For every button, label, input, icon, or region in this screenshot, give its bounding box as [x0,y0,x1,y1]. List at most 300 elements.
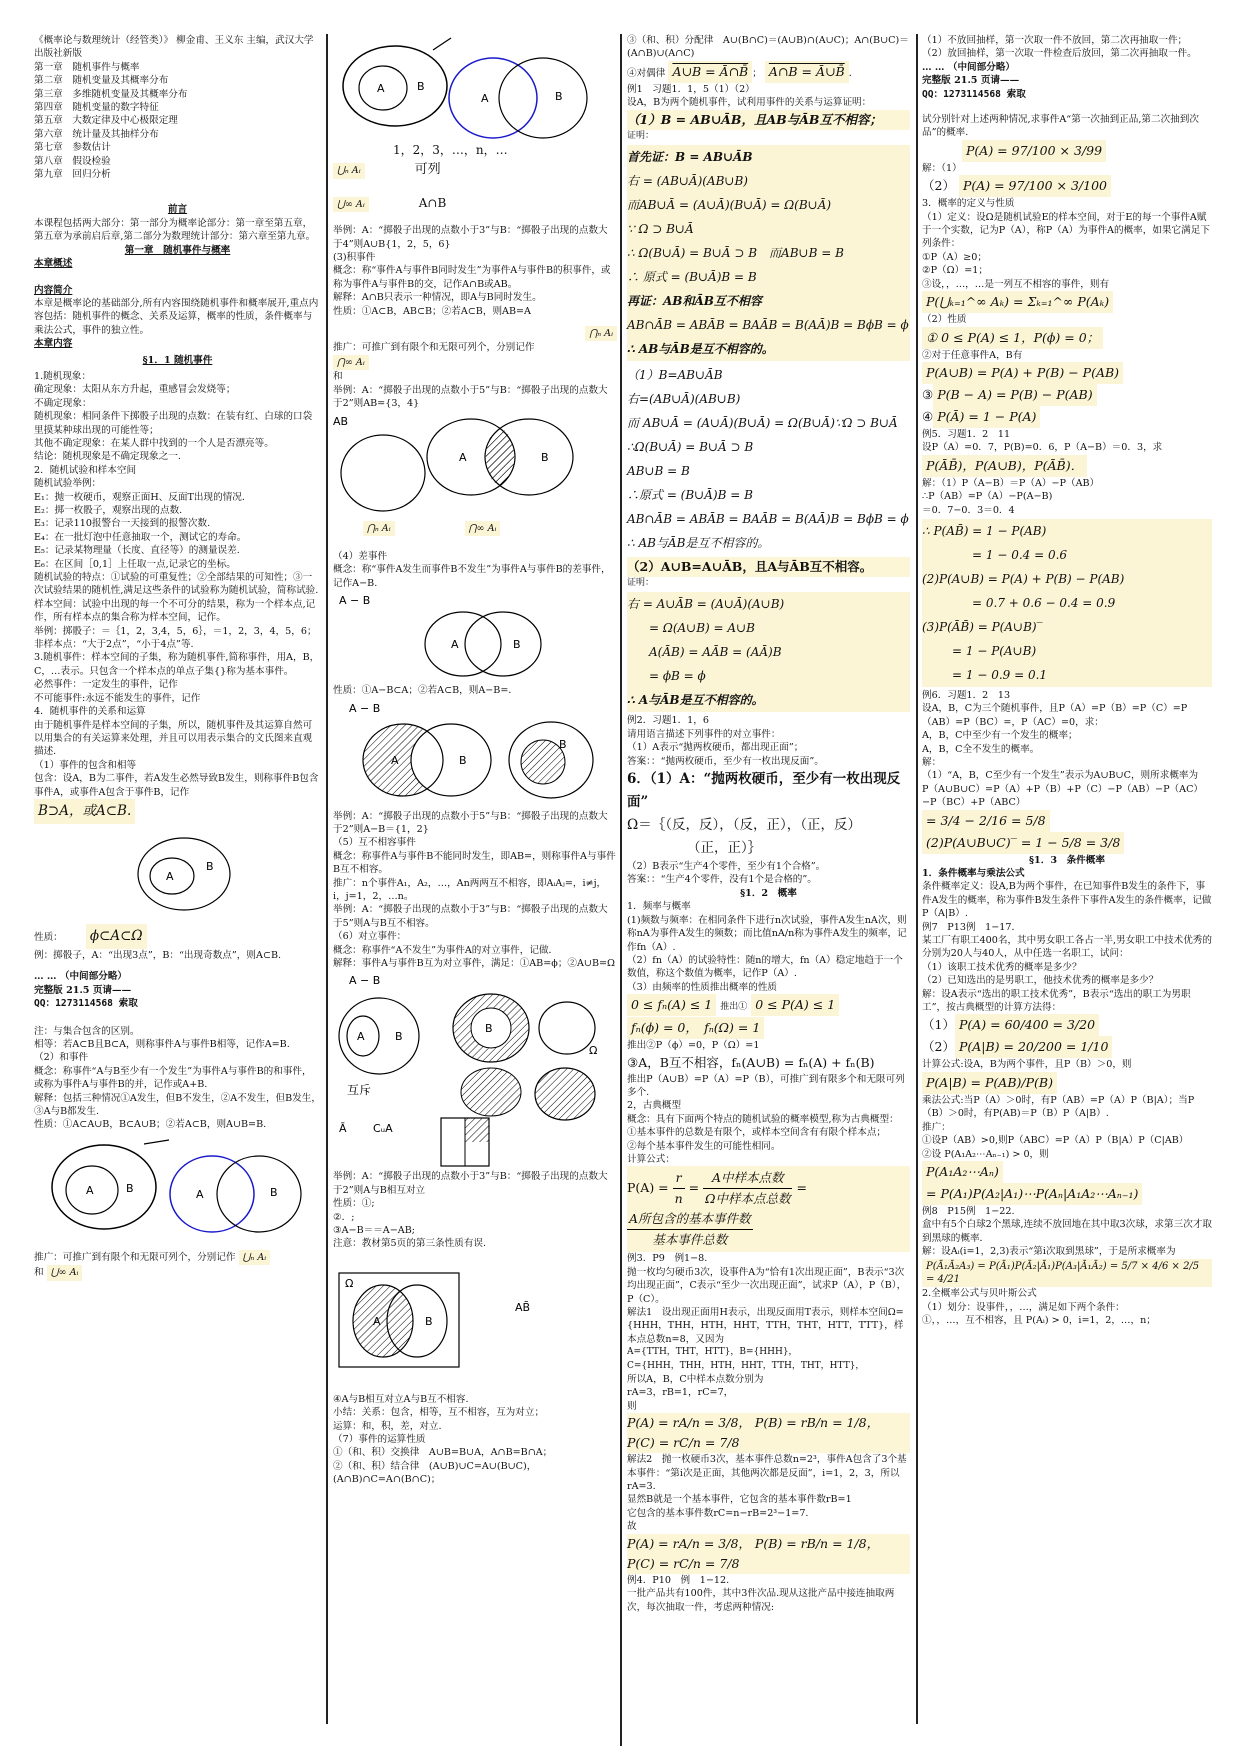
partition-text: （1）划分：设事件，，…，满足如下两个条件： [922,1301,1125,1313]
svg-text:A: A [357,1030,365,1044]
text-line: 样本空间：试验中出现的每一个不可分的结果，称为一个样本点,记作，所有样本点的集合称为样本空间，记作。 [34,598,316,624]
svg-text:B: B [417,80,425,93]
operations-heading: （7）事件的运算性质 [333,1434,426,1446]
text-line: E₂：掷一枚骰子，观察出现的点数. [34,505,183,516]
proof-block-1 [627,145,910,361]
big-union-symbol: ⋃ₙ Aᵢ [239,1250,271,1265]
full-version-note: 完整版 21.5 页请—— [922,75,1020,87]
frequency-bound: 0 ≤ fₙ(A) ≤ 1 [627,994,716,1016]
overview-heading: 本章概述 [34,258,73,270]
chain-rule-lhs: P(A₁A₂⋯Aₙ) [922,1161,1003,1183]
property-2: ②对于任意事件A，B有 [922,349,1023,361]
chapter-8: 第八章 假设检验 [34,155,111,167]
axiom-3: ③设，，…，…是一列互不相容的事件，则有 [922,278,1110,290]
multiplication-2: ②设 P(A₁A₂⋯Aₙ₋₁) > 0，则 [922,1148,1049,1160]
union-heading: （2）和事件 [34,1052,89,1064]
case-2: （2）放回抽样，第一次取一件检查后放回，第二次再抽取一件。 [922,48,1197,60]
chapter-5: 第五章 大数定律及中心极限定理 [34,115,178,127]
example-1-part-1: （1）B = AB∪ĀB，且AB与ĀB互不相容； [627,110,910,130]
math-line: = 1 − 0.9 = 0.1 [952,667,1048,682]
text-line: 包含：设A，B为二事件，若A发生必然导致B发生，则称事件B包含事件A，或事件A包含于事件B，记作 [34,773,319,798]
intersection-label: A∩B [418,195,447,210]
svg-text:B: B [513,638,521,652]
svg-text:A: A [459,450,467,464]
example-7-q2: （2）已知选出的是男职工，他技术优秀的概率是多少？ [922,975,1159,987]
svg-text:A: A [451,638,459,652]
proof-line: AB∩ĀB = ABĀB = BAĀB = B(AĀ)B = BϕB = ϕ [627,318,909,333]
text-line: E₁：抛一枚硬币，观察正面H、反面T出现的情况. [34,491,245,503]
example-text: 例：掷骰子，A：“出现3点”，B：“出现奇数点”，则A⊂B. [34,949,282,961]
text-line: 确定现象：太阳从东方升起，重感冒会发烧等； [34,384,236,396]
conditional-heading: 1．条件概率与乘法公式 [922,868,1025,879]
formula-numerator: r [673,1168,685,1189]
example-2: 例2．习题1．1，6 [627,715,709,727]
svg-text:B: B [270,1185,278,1199]
proof-line: ∵ Ω ⊃ B∪Ā [627,222,694,237]
svg-text:B: B [126,1181,134,1195]
proof-line: AB∩ĀB = ABĀB = BAĀB = B(AĀ)B = BϕB = ϕ [627,512,909,527]
example-6-result: = 3/4 − 2/16 = 5/8 [922,810,1050,832]
proof-line: ∴ AB与ĀB是互不相容的。 [627,342,774,357]
intersection-inf-symbol: ⋂∞ Aᵢ [333,355,369,370]
inclusion-formula: B⊃A，或A⊂B. [34,799,135,824]
chapter-3: 第三章 多维随机变量及其概率分布 [34,88,188,100]
probabilities-row [627,1413,910,1453]
opposite-heading: （6）对立事件： [333,931,407,943]
example-6-q1: A，B，C中至少有一个发生的概率； [922,730,1078,742]
text-line: E₅：记录某物理量（长度、直径等）的测量误差. [34,545,240,557]
svg-text:A: A [481,92,489,105]
a-minus-b-label: A − B [349,701,381,715]
countable-additivity: P(⋃ₖ₌₁^∞ Aₖ) = Σₖ₌₁^∞ P(Aₖ) [922,291,1113,313]
venn-complement-diagram [333,1251,617,1371]
proof-line: A(ĀB) = AĀB = (AĀ)B [649,645,782,660]
axiom-1: ①P（A）≥0； [922,251,987,263]
opposite-prop-2: ②．; [333,1211,355,1223]
mutex-heading: （5）互不相容事件 [333,837,416,849]
text-line: 其他不确定现象：在某人群中找到的一个人是否漂亮等。 [34,437,274,449]
full-version-note: 完整版 21.5 页请—— [34,984,132,996]
opposite-note: 注意：教材第5页的第三条性质有误. [333,1238,487,1250]
example-2-answer-1: 答案：：“抛两枚硬币，至少有一枚出现反面”。 [627,755,824,767]
union-inf-symbol: ⋃∞ Aᵢ [333,197,369,212]
equal-text: 相等：若A⊂B且B⊂A，则称事件A与事件B相等，记作A=B. [34,1038,290,1050]
case-1: （1）不放回抽样，第一次取一件不放回，第二次再抽取一件； [922,35,1188,46]
omega-set: Ω＝｛（反，反），（反，正），（正，反） [627,817,861,834]
p-a: P(A) = rA/n = 3/8， [627,1535,751,1551]
prob-case-1: P(A) = 97/100 × 3/99 [962,140,1106,162]
implies-text: 推出②P（ϕ）=0，P（Ω）=1 [627,1040,760,1052]
text-line: 不可能事件:永远不能发生的事件，记作 [34,692,201,704]
example-7-formula-2: P(A|B) = 20/200 = 1/10 [955,1036,1112,1058]
diff-property: 性质：①A−B⊂A；②若A⊂B，则A−B=． [333,685,518,697]
multiplication-extend: 推广： [922,1121,951,1133]
mutex-label: 互斥 [347,1083,372,1098]
probability-additivity: 推出P（A∪B）=P（A）=P（B），可推广到有限多个和无限可列多个. [627,1073,905,1098]
and-text: 和 [333,371,343,383]
column-2 [333,34,617,1487]
qq-contact: QQ：1273114568 索取 [34,998,138,1010]
venn-opposite-diagram [333,970,617,1170]
column-divider [620,34,622,1746]
text-line: 不确定现象： [34,397,92,409]
intersection-n-symbol-2: ⋂ₙ Aᵢ [363,521,395,536]
omitted-note: … … （中间部分略） [922,61,1016,73]
classic-formula: P(A) = $\frac{r}{n}$ = $\frac{\text{A中样本点数}}{\text{Ω中样本点总数}}$ = $\frac{\text{A所包含的基本事件数}}{\text{基本事件总数}}$ [627,1166,910,1252]
dual-law-2: A∩B = Ā∪B̄ [765,61,849,83]
venn-difference-diagram [333,590,617,680]
qq-contact: QQ：1273114568 索取 [922,88,1026,100]
proof-line: = ϕB = ϕ [649,669,706,684]
formula-lhs: P(A) = [627,1180,669,1196]
text-line: E₄：在一批灯泡中任意抽取一个，测试它的寿命。 [34,531,247,543]
example-difference: 举例：A：“掷骰子出现的点数小于5”与B：“掷骰子出现的点数大于2”则A−B＝{1，2} [333,810,608,835]
example-7-label-2: （2） [922,1039,955,1055]
diff-heading: （4）差事件 [333,550,388,562]
text-line: E₆：在区间［0,1］上任取一点,记录它的坐标。 [34,558,236,570]
text-line: 3.随机事件：样本空间的子集，称为随机事件,简称事件，用A，B，C，…表示。只包含一个样本点的单点子集{}称为基本事件。 [34,652,320,677]
associative-law: ②（和、积）结合律 (A∪B)∪C=A∪(B∪C)，(A∩B)∩C=A∩(B∩C)； [333,1460,537,1486]
union-n-symbol: ⋃ₙ Aᵢ [333,163,365,178]
section-1-1-heading: §1．1 随机事件 [142,354,213,366]
intro-text: 本章是概率论的基础部分,所有内容围绕随机事件和概率展开,重点内容包括：随机事件的概念、关系及运算，概率的性质，条件概率与乘法公式，事件的独立性。 [34,297,319,336]
proof-block-2 [627,363,910,555]
diff-text: 概念：称“事件A发生而事件B不发生”为事件A与事件B的差事件，记作A−B. [333,564,611,589]
example-7-solution: 解：设A表示“选出的职工技术优秀”，B表示“选出的职工为男职工”，按古典概型的计算方法得： [922,988,1191,1014]
example-opposite: 举例：A：“掷骰子出现的点数小于3”与B：“掷骰子出现的点数大于2”则A与B相互对立 [333,1171,608,1196]
complement-label: CᵤA [373,1122,393,1136]
example-6-solution-1: （1）“A，B，C至少有一个发生”表示为A∪B∪C，则所求概率为 [922,770,1199,782]
example-4-question-2: 试分别针对上述两种情况,求事件A“第一次抽到正品,第二次抽到次品”的概率. [922,114,1199,139]
chapter-1: 第一章 随机事件与概率 [34,61,140,73]
proof-label: 证明： [627,130,655,141]
chapter-4: 第四章 随机变量的数字特征 [34,102,159,114]
frequency-additivity: ③A，B互不相容，fₙ(A∪B) = fₙ(A) + fₙ(B) [627,1054,875,1070]
intersection-inf-symbol-2: ⋂∞ Aᵢ [465,521,501,536]
implies-label: 推出① [720,1002,748,1013]
proof-line: ∴ A与ĀB是互不相容的。 [627,693,764,708]
dual-law-label: ④对偶律 [627,67,666,79]
partition-cond-1: ①，，…，互不相容，且 P(Aᵢ) > 0，i=1，2，…，n； [922,1315,1156,1327]
chapter-1-heading: 第一章 随机事件与概率 [124,244,231,256]
example-6-solution-2: P（A∪B∪C）=P（A）+P（B）+P（C）−P（AB）−P（AC）−P（BC）+P（ABC） [922,783,1204,809]
counts-text: 所以A，B，C中样本点数分别为 [627,1374,764,1386]
p-c: P(C) = rC/n = 7/8 [627,1555,740,1571]
section-1-1-lines [34,370,321,799]
proof-line: 右=(AB∪Ā)(AB∪B) [627,392,741,407]
and-text: 和 [34,1267,44,1279]
example-1-question: 设A，B为两个随机事件，试利用事件的关系与运算证明： [627,97,872,109]
example-5-question: 设P（A）=0．7，P(B)=0．6，P（A−B）＝0．3，求 [922,442,1163,454]
chain-rule-rhs: = P(A₁)P(A₂|A₁)⋯P(Aₙ|A₁A₂⋯Aₙ₋₁) [922,1183,1142,1205]
dual-law-1: A∪B = Ā∩B̄ [668,61,752,83]
omega-set-cont: （正，正）｝ [687,840,762,857]
example-1-part-2: （2）A∪B=A∪ĀB，且A与ĀB互不相容。 [627,557,910,577]
solution-2c: 它包含的基本事件数rC=n−rB=2³−1=7. [627,1507,809,1519]
example-7-label-1: （1） [922,1017,955,1033]
solution-label-2: （2） [922,178,955,194]
svg-text:B: B [555,90,563,103]
chapter-6: 第六章 统计量及其抽样分布 [34,128,159,140]
text-line: 必然事件：一定发生的事件，记作 [34,679,178,691]
example-5: 例5．习题1．2 11 [922,428,1011,440]
frequency-heading: 1．频率与概率 [627,901,691,913]
opposite-explain: 解释：事件A与事件B互为对立事件，满足：①AB=ϕ；②A∪B=Ω [333,958,616,969]
property-label: 性质： [34,931,63,943]
note-text: 注：与集合包含的区别。 [34,1025,140,1037]
summary-text: 小结：关系：包含，相等，互不相容，互为对立； [333,1407,545,1419]
text-line: 举例：掷骰子：＝｛1，2，3,4，5，6｝，＝1，2，3，4，5，6；非样本点：“大于2点”，“小于4点”等. [34,625,317,651]
svg-text:B: B [541,450,549,464]
conditional-formula-text: 计算公式:设A，B为两个事件，且P（B）＞0，则 [922,1059,1132,1071]
a-bar-label: Ā [339,1122,347,1136]
example-2-part-2: （2）B表示“生产4个零件，至少有1个合格”。 [627,861,826,873]
example-mutex: 举例：A：“掷骰子出现的点数小于3”与B：“掷骰子出现的点数大于5”则A与B互不相容。 [333,904,608,929]
math-line: (3)P(ĀB̄) = P(A∪B)‾ [922,619,1043,634]
mutex-extend: 推广：n个事件A₁，A₂，…，An两两互不相容，即AᵢAⱼ=，i≠j，i，j=1，2，…n。 [333,877,607,902]
proof-line: ∴ AB与ĀB是互不相容的。 [627,536,770,551]
column-1 [34,34,321,1281]
set-a: A={TTH，THT，HTT}，B={HHH}， [627,1347,798,1358]
proof-line: ∴Ω(B∪Ā) = B∪Ā ⊃ B [627,440,754,455]
union-explain: 解释：包括三种情况①A发生，但B不发生，②A不发生，但B发生，③A与B都发生. [34,1092,321,1117]
sequence-text: 1，2，3，…，n，… [393,143,508,157]
product-text: 概念：称“事件A与事件B同时发生”为事件A与事件B的积事件，或称为事件A与事件B的交，记作A∩B或AB。 [333,265,611,290]
mutex-text: 概念：称事件A与事件B不能同时发生，即AB=，则称事件A与事件B互不相容。 [333,850,616,876]
formula-label: 计算公式： [627,1153,675,1165]
example-6: 例6．习题1．2 13 [922,689,1011,701]
example-1: 例1 习题1．1，5（1）（2） [627,83,755,95]
product-heading: (3)积事件 [333,252,376,264]
conditional-formula: P(A|B) = P(AB)/P(B) [922,1072,1057,1094]
solution-2b: 显然B就是一个基本事件，它包含的基本事件数rB=1 [627,1494,852,1506]
text-line: 4．随机事件的关系和运算 [34,706,146,718]
text-line: 2．随机试验和样本空间 [34,464,137,476]
text-line: 随机试验举例： [34,478,102,490]
math-line: ∴ P(AB̄) = 1 − P(AB) [922,523,1047,538]
set-c: C={HHH，THH，HTH，HHT，TTH，THT，HTT}， [627,1360,865,1371]
difference-formula: P(B − A) = P(B) − P(AB) [933,384,1096,406]
venn-difference-diagram-2 [333,698,617,810]
probability-bound: 0 ≤ P(A) ≤ 1 [751,994,839,1016]
classic-cond-2: ②每个基本事件发生的可能性相同。 [627,1140,781,1152]
venn-union-diagram-2 [333,34,617,144]
example-6-heading: 6．（1）A：“抛两枚硬币，至少有一枚出现反面” [627,771,901,811]
venn-union-diagram [34,1132,321,1250]
svg-text:A: A [196,1187,204,1201]
svg-text:A: A [391,753,399,767]
p-c: P(C) = rC/n = 7/8 [627,1435,740,1451]
example-union: 举例：A：“掷骰子出现的点数小于3”与B：“掷骰子出现的点数大于4”则A∪B{1，2，5，6} [333,225,608,250]
ab-bar-label: AB̄ [515,1300,531,1314]
proof-line: 右 = (AB∪Ā)(AB∪B) [627,174,748,189]
example-3: 例3．P9 例1−8. [627,1253,708,1265]
definition-text: （1）定义：设Ω是随机试验E的样本空间，对于E的每一个事件A赋于一个实数，记为P（A），称P（A）为事件A的概率，如果它满足下列条件： [922,211,1210,250]
omitted-note: … … （中间部分略） [34,971,128,983]
p-b: P(B) = rB/n = 1/8， [754,1535,880,1551]
proof-line: ∴ 原式 = (B∪Ā)B = B [627,270,757,285]
commutative-law: ①（和、积）交换律 A∪B=B∪A，A∩B=B∩A； [333,1447,553,1459]
example-4: 例4．P10 例 1−12. [627,1574,730,1586]
book-title: 《概率论与数理统计（经管类）》 柳金甫、王义东 主编，武汉大学出版社新版 [34,35,314,60]
example-8: 例8 P15例 1−22. [922,1205,1015,1217]
svg-text:A: A [166,869,174,883]
formula-denominator: n [674,1191,683,1207]
frequency-text-1: (1)频数与频率：在相同条件下进行n次试验，事件A发生nA次，则称nA为事件A发生的频数；而比值nA/n称为事件A发生的频率，记作fn（A）. [627,914,907,953]
example-6-q2: A，B，C全不发生的概率。 [922,743,1040,755]
venn-inclusion-diagram [34,824,321,924]
frequency-text-2: （2）fn（A）的试验特性：随n的增大，fn（A）稳定地趋于一个数值，称这个数值为概率，记作P（A）. [627,954,903,980]
svg-text:B: B [206,859,214,873]
intro-heading: 内容简介 [34,284,73,296]
then-text: 则 [627,1400,637,1412]
conditional-definition: 条件概率定义：设A,B为两个事件，在已知事件B发生的条件下，事件A发生的概率，称为事件B发生条件下事件A发生的条件概率，记做P（A|B）. [922,881,1212,920]
operations-text: 运算：和，积，差，对立. [333,1420,442,1432]
property-1: ① 0 ≤ P(A) ≤ 1，P(ϕ) = 0； [922,327,1103,349]
multiplication-1: ①设P（AB）>0,则P（ABC）=P（A）P（B|A）P（C|AB） [922,1135,1189,1147]
formula-numerator: A所包含的基本事件数 [627,1209,753,1230]
svg-text:B: B [425,1314,433,1328]
property-heading: （2）性质 [922,314,967,326]
preface-text: 本课程包括两大部分：第一部分为概率论部分：第一章至第五章，第五章为承前启后章,第二部分为数理统计部分：第六章至第九章。 [34,217,316,243]
a-minus-b-label: A − B [339,594,371,608]
example-product: 举例：A：“掷骰子出现的点数小于5”与B：“掷骰子出现的点数大于2”则AB={3，4} [333,384,608,410]
section-1-2-heading: §1．2 概率 [740,887,797,899]
text-line: E₃：记录110报警台一天接到的报警次数. [34,518,211,530]
column-3: ③（和、积）分配律 A∪(B∩C)＝(A∪B)∩(A∪C)；A∩(B∪C)＝(A∩B)∪(A∩C) ④对偶律 A∪B = Ā∩B̄ ； A∩B = Ā∪B̄ ． 例1 习题1．1，5（1）（2） 设A，B为两个随机事件，试利用事件的关系与运算证明： （1）B = AB∪ĀB，且AB与ĀB互不相容； 证明： 首先证：B = AB∪ĀB 右 = (AB∪Ā)(AB∪B) 而AB∪Ā = (A∪Ā)(B∪Ā) = Ω(B∪Ā) ∵ Ω ⊃ B∪Ā ∴ Ω(B∪Ā) = B∪Ā ⊃ B 而AB∪B = B ∴ 原式 = (B∪Ā)B = B 再证：AB和ĀB互不相容 AB∩ĀB = ABĀB = BAĀB = B(AĀ)B = BϕB = ϕ ∴ AB与ĀB是互不相容的。 （1）B=AB∪ĀB 右=(AB∪Ā)(AB∪B) 而 AB∪Ā = (A∪Ā)(B∪Ā) = Ω(B∪Ā)∵Ω ⊃ B∪Ā ∴Ω(B∪Ā) = B∪Ā ⊃ B AB∪B = B ∴原式 = (B∪Ā)B = B AB∩ĀB = ABĀB = BAĀB = B(AĀ)B = BϕB = ϕ ∴ AB与ĀB是互不相容的。 （2）A∪B=A∪ĀB，且A与ĀB互不相容。 证明： 右 = A∪ĀB = (A∪Ā)(A∪B) = Ω(A∪B) = A∪B A(ĀB) = AĀB = (AĀ)B = ϕB = ϕ ∴ A与ĀB是互不相容的。 例2．习题1．1，6 请用语言描述下列事件的对立事件： （1）A表示“抛两枚硬币，都出现正面”； 答案：：“抛两枚硬币，至少有一枚出现反面”。 6．（1）A：“抛两枚硬币，至少有一枚出现反面” Ω＝｛（反，反），（反，正），（正，反） （正，正）｝ （2）B表示“生产4个零件，至少有1个合格”。 答案：：“生产4个零件，没有1个是合格的”。 §1．2 概率 1．频率与概率 (1)频数与频率：在相同条件下进行n次试验，事件A发生nA次，则称nA为事件A发生的频数；而比值nA/n称为事件A发生的频率，记作fn（A）. （2）fn（A）的试验特性：随n的增大，fn（A）稳定地趋于一个数值，称这个数值为概率，记作P（A）. （3）由频率的性质推出概率的性质 0 ≤ fₙ(A) ≤ 1 推出① 0 ≤ P(A) ≤ 1 fₙ(ϕ) = 0， fₙ(Ω) = 1 推出②P（ϕ）=0，P（Ω）=1 ③A，B互不相容，fₙ(A∪B) = fₙ(A) + fₙ(B) 推出P（A∪B）=P（A）=P（B），可推广到有限多个和无限可列多个. 2，古典概型 概念：具有下面两个特点的随机试验的概率模型,称为古典概型： ①基本事件的总数是有限个，或样本空间含有有限个样本点； ②每个基本事件发生的可能性相同。 计算公式： P(A) = $\frac{r}{n}$ = $\frac{\text{A中样本点数}}{\text{Ω中样本点总数}}$ = $\frac{\text{A所包含的基本事件数}}{\text{基本事件总数}}$ 例3．P9 例1−8. 抛一枚均匀硬币3次，设事件A为“恰有1次出现正面”，B表示“3次均出现正面”，C表示“至少一次出现正面”，试求P（A），P（B），P（C）。 解法1 设出现正面用H表示，出现反面用T表示，则样本空间Ω={HHH，THH，HTH，HHT，TTH，THT，HTT，TTT}，样本点总数n=8，又因为 A={TTH，THT，HTT}，B={HHH}， C={HHH，THH，HTH，HHT，TTH，THT，HTT}， 所以A，B，C中样本点数分别为 rA=3，rB=1，rC=7， 则 P(A) = rA/n = 3/8， P(B) = rB/n = 1/8， P(C) = rC/n = 7/8 解法2 抛一枚硬币3次，基本事件总数n=2³，事件A包含了3个基本事件：“第i次是正面，其他两次都是反面”，i=1，2，3，所以rA=3. 显然B就是一个基本事件，它包含的基本事件数rB=1 它包含的基本事件数rC=n−rB=2³−1=7. 故 P(A) = rA/n = 3/8， P(B) = rB/n = 1/8， P(C) = rC/n = 7/8 例4．P10 例 1−12. 一批产品共有100件，其中3件次品.现从这批产品中接连抽取两次，每次抽取一件，考虑两种情况: [627,35,909,1613]
definition-heading: 3．概率的定义与性质 [922,198,1015,210]
example-5-solution-3: ＝0．7−0．3＝0．4 [922,504,1015,516]
example-2-answer-2: 答案：：“生产4个零件，没有1个是合格的”。 [627,874,817,886]
proof-line: 再证：AB和ĀB互不相容 [627,294,762,309]
proof-line: 而AB∪Ā = (A∪Ā)(B∪Ā) = Ω(B∪Ā) [627,198,832,213]
a-minus-b-label: A − B [349,974,381,988]
example-5-solution-2: ∴P（AB）=P（A）−P(A−B) [922,491,1053,503]
svg-text:A: A [377,82,385,95]
example-7-formula-1: P(A) = 60/400 = 3/20 [955,1014,1099,1036]
chapter-7: 第七章 参数估计 [34,142,111,154]
formula-denominator: 基本事件总数 [652,1232,728,1248]
text-line: 1.随机现象： [34,370,92,382]
example-3-question: 抛一枚均匀硬币3次，设事件A为“恰有1次出现正面”，B表示“3次均出现正面”，C表示“至少一次出现正面”，试求P（A），P（B），P（C）。 [627,1266,907,1305]
product-extend: 推广：可推广到有限个和无限可列个，分别记作 [333,342,535,354]
svg-text:A: A [86,1183,94,1197]
ab-label: AB [333,414,349,428]
distributive-law: ③（和、积）分配律 A∪(B∩C)＝(A∪B)∩(A∪C)；A∩(B∪C)＝(A∩B)∪(A∩C) [627,35,909,60]
section-1-3-heading: §1．3 条件概率 [1029,854,1105,866]
proof-block-3 [627,592,910,712]
preface-title: 前言 [167,204,188,216]
column-4: （1）不放回抽样，第一次取一件不放回，第二次再抽取一件； （2）放回抽样，第一次取一件检查后放回，第二次再抽取一件。 … … （中间部分略） 完整版 21.5 页请—— QQ：1273114568 索取 试分别针对上述两种情况,求事件A“第一次抽到正品,第二次抽到次品”的概率. P(A) = 97/100 × 3/99 解：（1） （2） P(A) = 97/100 × 3/100 3．概率的定义与性质 （1）定义：设Ω是随机试验E的样本空间，对于E的每一个事件A赋于一个实数，记为P（A），称P（A）为事件A的概率，如果它满足下列条件： ①P（A）≥0； ②P（Ω）=1； ③设，，…，…是一列互不相容的事件，则有 P(⋃ₖ₌₁^∞ Aₖ) = Σₖ₌₁^∞ P(Aₖ) （2）性质 ① 0 ≤ P(A) ≤ 1，P(ϕ) = 0； ②对于任意事件A，B有 P(A∪B) = P(A) + P(B) − P(AB) ③ P(B − A) = P(B) − P(AB) ④ P(Ā) = 1 − P(A) 例5．习题1．2 11 设P（A）=0．7，P(B)=0．6，P（A−B）＝0．3，求 P(ĀB̄)，P(A∪B)，P(ĀB̄)． 解：（1）P（A−B）＝P（A）−P（AB） ∴P（AB）=P（A）−P(A−B) ＝0．7−0．3＝0．4 ∴ P(AB̄) = 1 − P(AB) = 1 − 0.4 = 0.6 (2)P(A∪B) = P(A) + P(B) − P(AB) = 0.7 + 0.6 − 0.4 = 0.9 (3)P(ĀB̄) = P(A∪B)‾ = 1 − P(A∪B) = 1 − 0.9 = 0.1 例6．习题1．2 13 设A，B，C为三个随机事件，且P（A）=P（B）=P（C）=P（AB）=P（BC）=，P（AC）=0，求： A，B，C中至少有一个发生的概率； A，B，C全不发生的概率。 解： （1）“A，B，C至少有一个发生”表示为A∪B∪C，则所求概率为 P（A∪B∪C）=P（A）+P（B）+P（C）−P（AB）−P（AC）−P（BC）+P（ABC） = 3/4 − 2/16 = 5/8 (2)P(A∪B∪C)‾ = 1 − 5/8 = 3/8 §1．3 条件概率 1．条件概率与乘法公式 条件概率定义：设A,B为两个事件，在已知事件B发生的条件下，事件A发生的概率，称为事件B发生条件下事件A发生的条件概率，记做P（A|B）. 例7 P13例 1−17． 某工厂有职工400名，其中男女职工各占一半,男女职工中技术优秀的分别为20人与40人，从中任选一名职工，试问： （1）该职工技术优秀的概率是多少？ （2）已知选出的是男职工，他技术优秀的概率是多少？ 解：设A表示“选出的职工技术优秀”，B表示“选出的职工为男职工”，按古典概型的计算方法得： （1） P(A) = 60/400 = 3/20 （2） P(A|B) = 20/200 = 1/10 计算公式:设A，B为两个事件，且P（B）＞0，则 P(A|B) = P(AB)/P(B) 乘法公式:当P（A）＞0时，有P（AB）=P（A）P（B|A）；当P（B）＞0时，有P(AB)＝P（B）P（A|B）. 推广： ①设P（AB）>0,则P（ABC）=P（A）P（B|A）P（C|AB） ②设 P(A₁A₂⋯Aₙ₋₁) > 0，则 P(A₁A₂⋯Aₙ) = P(A₁)P(A₂|A₁)⋯P(Aₙ|A₁A₂⋯Aₙ₋₁) 例8 P15例 1−22. 盒中有5个白球2个黑球,连续不放回地在其中取3次球，求第三次才取到黑球的概率． 解：设Aᵢ(i=1，2,3)表示“第i次取到黑球”，于是所求概率为 P(Ā₁Ā₂A₃) = P(Ā₁)P(Ā₂|Ā₁)P(A₃|Ā₁Ā₂) = 5/7 × 4/6 × 2/5 = 4/21 2.全概率公式与贝叶斯公式 （1）划分：设事件，，…，满足如下两个条件： ①，，…，互不相容，且 P(Aᵢ) > 0，i=1，2，…，n； [922,35,1212,1327]
p-a: P(A) = rA/n = 3/8， [627,1415,751,1431]
svg-text:B: B [559,737,567,751]
proof-line: = Ω(A∪B) = A∪B [649,621,755,636]
venn-intersection-diagram [333,411,617,521]
formula-denominator: Ω中样本点总数 [705,1191,791,1207]
opposite-mutex-note: ④A与B相互对立A与B互不相容. [333,1393,469,1405]
column-divider [916,34,918,1724]
example-6-result-2: (2)P(A∪B∪C)‾ = 1 − 5/8 = 3/8 [922,832,1124,854]
opposite-text: 概念：称事件“A不发生”为事件A的对立事件，记做． [333,944,559,956]
proof-line: AB∪B = B [627,464,690,479]
so-text: 故 [627,1521,637,1533]
math-line: = 0.7 + 0.6 − 0.4 = 0.9 [972,595,1116,610]
axiom-2: ②P（Ω）=1； [922,265,988,277]
addition-formula: P(A∪B) = P(A) + P(B) − P(AB) [922,362,1123,384]
example-5-targets: P(ĀB̄)，P(A∪B)，P(ĀB̄)． [922,455,1087,477]
classic-text: 概念：具有下面两个特点的随机试验的概率模型,称为古典概型： [627,1113,899,1125]
frequency-empty: fₙ(ϕ) = 0， fₙ(Ω) = 1 [627,1017,764,1039]
svg-text:B: B [459,753,467,767]
classic-heading: 2，古典概型 [627,1100,682,1112]
text-line: 由于随机事件是样本空间的子集，所以，随机事件及其运算自然可以用集合的有关运算来处理，并且可以用表示集合的文氏图来直观描述. [34,719,313,758]
svg-text:B: B [395,1030,403,1044]
chapter-9: 第九章 回归分析 [34,169,111,181]
union-text: 概念：称事件“A与B至少有一个发生”为事件A与事件B的和事件，或称为事件A与事件B的并，记作或A+B. [34,1065,312,1091]
example-7: 例7 P13例 1−17． [922,921,1022,933]
chapter-2: 第二章 随机变量及其概率分布 [34,75,169,87]
example-5-solution: 解：（1）P（A−B）＝P（A）−P（AB） [922,477,1100,489]
column-divider [326,34,328,1724]
example-4-question: 一批产品共有100件，其中3件次品.现从这批产品中接连抽取两次，每次抽取一件，考虑两种情况: [627,1588,895,1613]
multiplication-rule: 乘法公式:当P（A）＞0时，有P（AB）=P（A）P（B|A）；当P（B）＞0时，有P(AB)＝P（B）P（A|B）. [922,1094,1195,1120]
solution-label: 解：（1） [922,162,962,174]
proof-line: ∴ Ω(B∪Ā) = B∪Ā ⊃ B 而AB∪B = B [627,246,844,261]
prob-case-2: P(A) = 97/100 × 3/100 [959,175,1111,197]
solution-1: 解法1 设出现正面用H表示，出现反面用T表示，则样本空间Ω={HHH，THH，HTH，HHT，TTH，THT，HTT，TTT}，样本点总数n=8，又因为 [627,1307,904,1345]
complement-formula: P(Ā) = 1 − P(A) [933,406,1040,428]
svg-text:B: B [485,1022,493,1036]
intersection-n-symbol: ⋂ₙ Aᵢ [585,326,617,341]
omega-label: Ω [589,1044,598,1058]
probabilities-row-2 [627,1534,910,1574]
solution-2: 解法2 抛一枚硬币3次，基本事件总数n=2³，事件A包含了3个基本事件：“第i次是正面，其他两次都是反面”，i=1，2，3，所以rA=3. [627,1454,907,1493]
example-8-question: 盒中有5个白球2个黑球,连续不放回地在其中取3次球，求第三次才取到黑球的概率． [922,1219,1212,1244]
example-8-solution: 解：设Aᵢ(i=1，2,3)表示“第i次取到黑球”，于是所求概率为 [922,1246,1176,1258]
product-explain: 解释：A∩B只表示一种情况，即A与B同时发生。 [333,292,542,304]
example-6-question: 设A，B，C为三个随机事件，且P（A）=P（B）=P（C）=P（AB）=P（BC）=，P（AC）=0，求： [922,703,1188,728]
frequency-text-3: （3）由频率的性质推出概率的性质 [627,981,778,993]
opposite-prop-3: ③A−B＝＝A−AB; [333,1225,415,1237]
p-b: P(B) = rB/n = 1/8， [754,1415,880,1431]
proof-line: 首先证：B = AB∪ĀB [627,150,753,165]
union-property: 性质：①A⊂A∪B，B⊂A∪B；②若A⊂B，则A∪B=B. [34,1119,267,1131]
omega-label: Ω [345,1276,354,1290]
total-prob-heading: 2.全概率公式与贝叶斯公式 [922,1288,1037,1300]
proof-line: （1）B=AB∪ĀB [627,368,723,383]
text-line: 随机现象：相同条件下掷骰子出现的点数：在装有红、白球的口袋里摸某种球出现的可能性等； [34,411,313,436]
big-union-inf-symbol: ⋃∞ Aᵢ [47,1265,83,1280]
text-line: 结论：随机现象是不确定现象之一. [34,451,181,463]
classic-cond-1: ①基本事件的总数是有限个，或样本空间含有有限个样本点； [627,1127,887,1139]
example-7-question: 某工厂有职工400名，其中男女职工各占一半,男女职工中技术优秀的分别为20人与40人，从中任选一名职工，试问： [922,935,1212,960]
kelie-label: 可列 [414,162,441,178]
content-heading: 本章内容 [34,338,73,350]
proof-line: 而 AB∪Ā = (A∪Ā)(B∪Ā) = Ω(B∪Ā)∵Ω ⊃ B∪Ā [627,416,898,431]
math-line: (2)P(A∪B) = P(A) + P(B) − P(AB) [922,571,1125,586]
proof-label: 证明： [627,578,655,589]
formula-numerator: A中样本点数 [703,1168,792,1189]
example-2-part-1: （1）A表示“抛两枚硬币，都出现正面”； [627,742,804,754]
example-7-q1: （1）该职工技术优秀的概率是多少？ [922,961,1082,973]
example-5-math [922,519,1212,687]
math-line: = 1 − 0.4 = 0.6 [972,547,1068,562]
proof-line: 右 = A∪ĀB = (A∪Ā)(A∪B) [627,597,785,612]
example-2-question: 请用语言描述下列事件的对立事件： [627,728,781,740]
proof-line: ∴原式 = (B∪Ā)B = B [627,488,753,503]
text-line: 随机试验的特点：①试验的可重复性；②全部结果的可知性；③一次试验结果的随机性,满足这些条件的试验称为随机试验，简称试验. [34,572,319,597]
example-8-formula: P(Ā₁Ā₂A₃) = P(Ā₁)P(Ā₂|Ā₁)P(A₃|Ā₁Ā₂) = 5/7 × 4/6 × 2/5 = 4/21 [922,1259,1212,1288]
